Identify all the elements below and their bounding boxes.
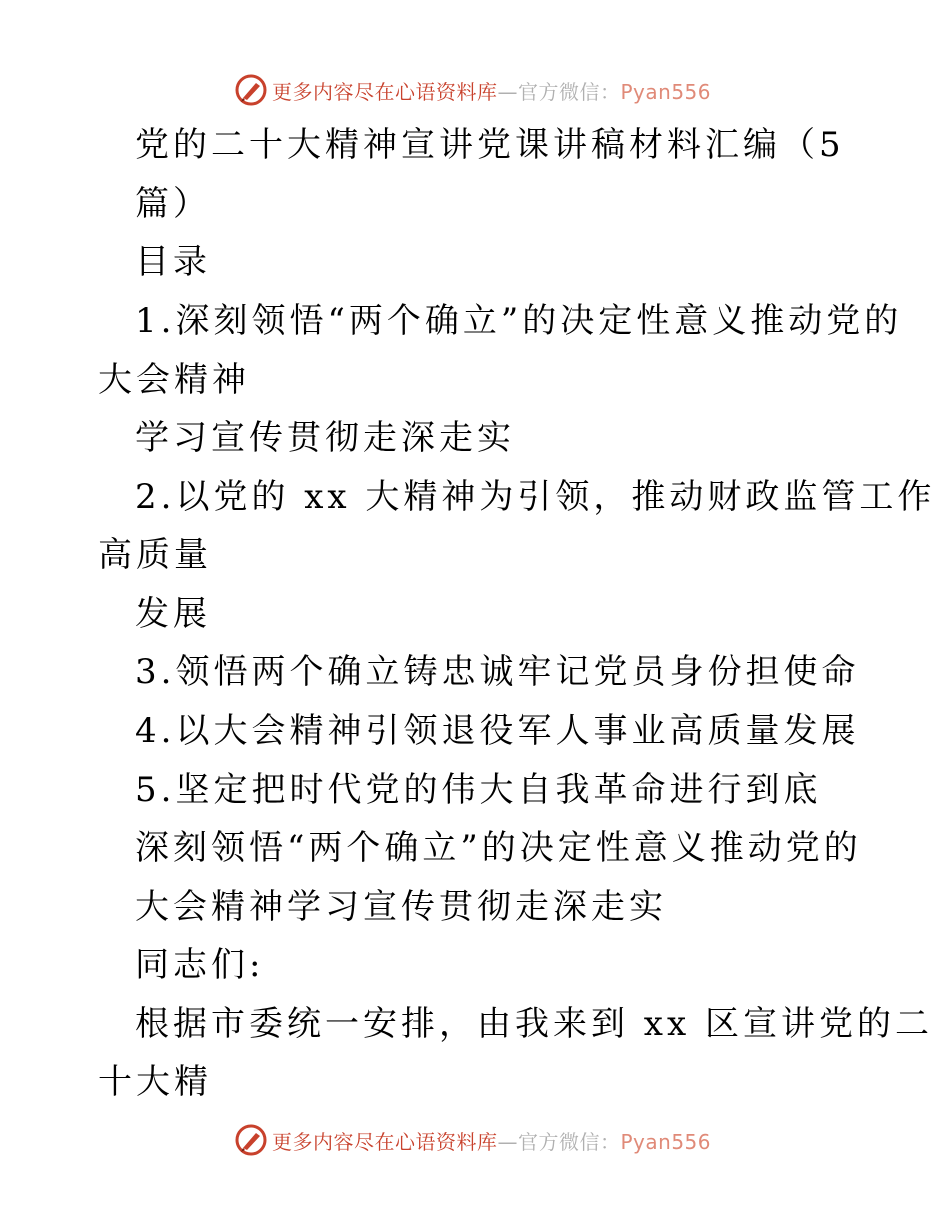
banner-text — [272, 76, 711, 105]
body-paragraph-line-1: 根据市委统一安排，由我来到 xx 区宣讲党的二 — [135, 1004, 933, 1044]
toc-item-4: 4.以大会精神引领退役军人事业高质量发展 — [135, 711, 860, 751]
banner-main-text: 更多内容尽在心语资料库 — [272, 1129, 498, 1154]
toc-item-1-line-3: 学习宣传贯彻走深走实 — [135, 418, 515, 458]
header-watermark-banner — [0, 70, 950, 110]
toc-item-2-line-3: 发展 — [135, 594, 211, 634]
pen-logo-icon — [234, 1123, 268, 1157]
banner-wechat-id: Pyan556 — [620, 79, 712, 104]
toc-item-3: 3.领悟两个确立铸忠诚牢记党员身份担使命 — [135, 652, 860, 692]
section-heading-line-1: 深刻领悟“两个确立”的决定性意义推动党的 — [135, 828, 862, 868]
body-paragraph-line-2: 十大精 — [98, 1062, 212, 1102]
banner-text — [272, 1126, 711, 1155]
section-heading-line-2: 大会精神学习宣传贯彻走深走实 — [135, 887, 667, 927]
toc-item-2-line-2: 高质量 — [98, 535, 212, 575]
toc-item-5: 5.坚定把时代党的伟大自我革命进行到底 — [135, 770, 822, 810]
banner-main-text: 更多内容尽在心语资料库 — [272, 79, 498, 104]
footer-watermark-banner — [0, 1120, 950, 1160]
salutation: 同志们: — [135, 945, 265, 985]
doc-title-line-2: 篇） — [135, 184, 211, 224]
toc-item-2-line-1: 2.以党的 xx 大精神为引领，推动财政监管工作 — [135, 477, 936, 517]
banner-wechat-id: Pyan556 — [620, 1129, 712, 1154]
banner-dash: — — [497, 1129, 518, 1154]
doc-title-line-1: 党的二十大精神宣讲党课讲稿材料汇编（5 — [135, 125, 845, 165]
toc-heading: 目录 — [135, 242, 211, 282]
toc-item-1-line-1: 1.深刻领悟“两个确立”的决定性意义推动党的 — [135, 301, 903, 341]
banner-dash: — — [497, 79, 518, 104]
pen-logo-icon — [234, 73, 268, 107]
toc-item-1-line-2: 大会精神 — [98, 360, 250, 400]
banner-wechat-label: 官方微信： — [518, 79, 621, 104]
banner-wechat-label: 官方微信： — [518, 1129, 621, 1154]
